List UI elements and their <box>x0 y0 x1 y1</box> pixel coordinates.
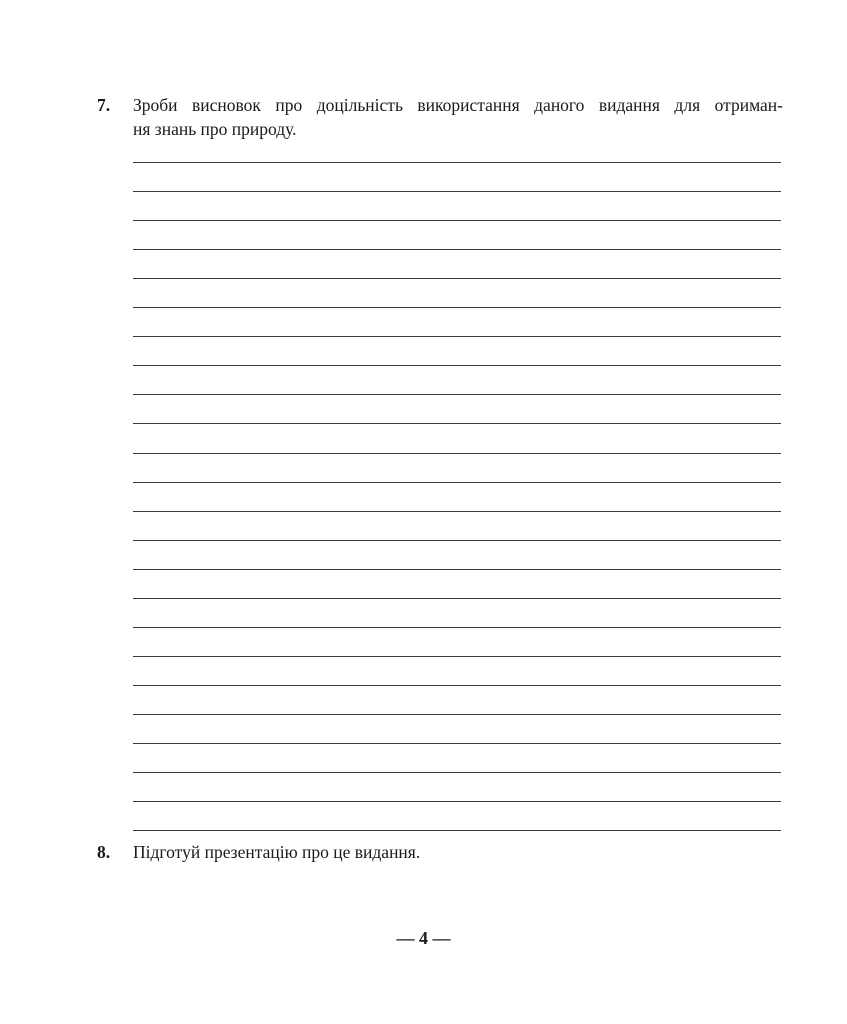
answer-line[interactable] <box>133 365 781 366</box>
answer-line[interactable] <box>133 540 781 541</box>
answer-line[interactable] <box>133 511 781 512</box>
answer-line[interactable] <box>133 598 781 599</box>
answer-line[interactable] <box>133 394 781 395</box>
answer-line[interactable] <box>133 482 781 483</box>
task-8-text-line: Підготуй презентацію про це видання. <box>133 842 421 862</box>
task-7-text-line-2: ня знань про природу. <box>133 119 297 139</box>
task-7-text <box>133 93 783 141</box>
answer-line[interactable] <box>133 801 781 802</box>
answer-line[interactable] <box>133 220 781 221</box>
answer-line[interactable] <box>133 307 781 308</box>
task-8-number: 8. <box>97 842 111 862</box>
answer-line[interactable] <box>133 423 781 424</box>
answer-line[interactable] <box>133 743 781 744</box>
answer-line[interactable] <box>133 162 781 163</box>
answer-line[interactable] <box>133 278 781 279</box>
task-7-text-line-1: Зроби висновок про доцільність використання даного видання для отриман- <box>133 95 783 115</box>
answer-line[interactable] <box>133 453 781 454</box>
answer-line[interactable] <box>133 336 781 337</box>
answer-line[interactable] <box>133 191 781 192</box>
answer-line[interactable] <box>133 714 781 715</box>
task-7-number: 7. <box>97 95 111 115</box>
answer-line[interactable] <box>133 772 781 773</box>
answer-line[interactable] <box>133 656 781 657</box>
answer-line[interactable] <box>133 569 781 570</box>
page-number: — 4 — <box>396 928 451 948</box>
answer-line[interactable] <box>133 830 781 831</box>
answer-line[interactable] <box>133 249 781 250</box>
answer-line[interactable] <box>133 627 781 628</box>
answer-line[interactable] <box>133 685 781 686</box>
task-8-text <box>133 840 783 864</box>
